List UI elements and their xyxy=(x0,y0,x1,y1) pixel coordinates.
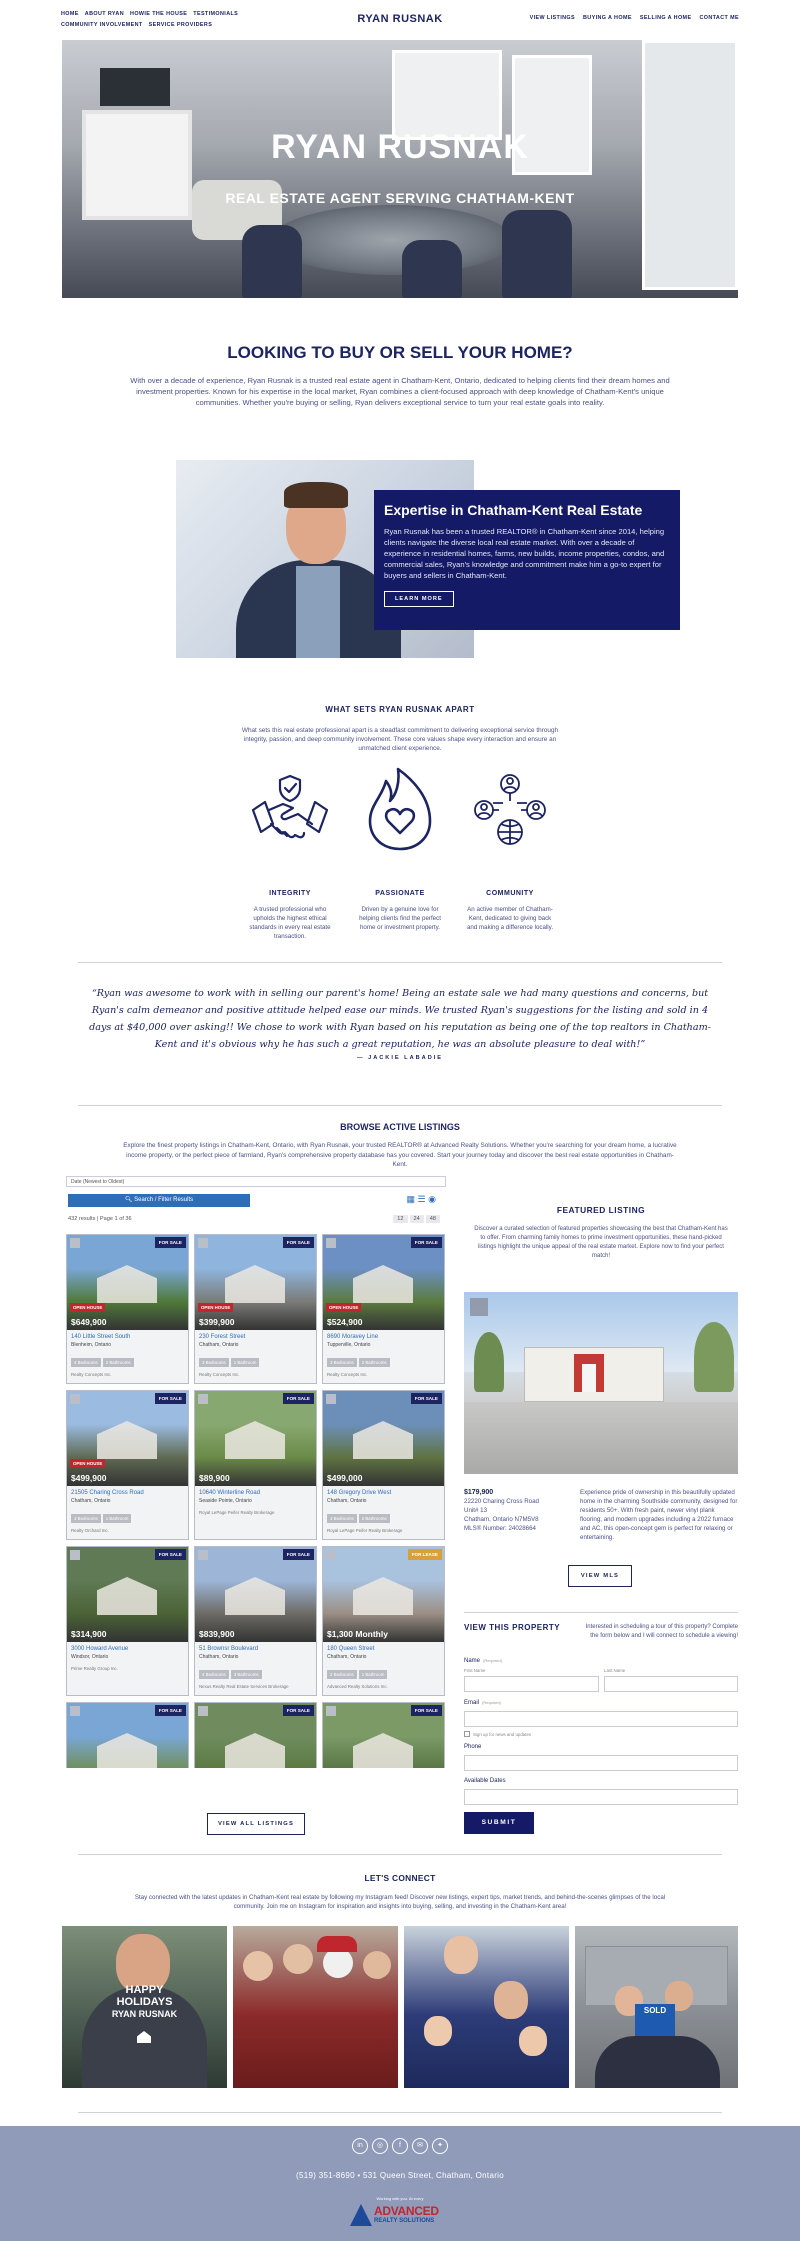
view-mls-button[interactable]: VIEW MLS xyxy=(568,1565,632,1587)
brand-line2: REALTY SOLUTIONS xyxy=(374,2218,435,2224)
nav-home[interactable]: HOME xyxy=(61,11,79,17)
open-house-badge: OPEN HOUSE xyxy=(70,1459,105,1468)
listing-house xyxy=(97,1265,157,1303)
signup-checkbox[interactable] xyxy=(464,1731,470,1737)
intro-text: With over a decade of experience, Ryan Rusnak is a trusted real estate agent in Chatham-Kent, Ontario, dedicated to helping clients find their dream homes and investment properties. Known for his expertise in the local market, Ryan combines a client-focused approach with deep knowledge of Chatham-Kent's unique communities. Whether you're buying or selling, Ryan delivers exceptional service to turn your real estate goals into reality. xyxy=(130,376,670,407)
divider xyxy=(78,1854,722,1855)
listing-card[interactable] xyxy=(194,1702,317,1768)
listing-photo[interactable] xyxy=(67,1703,188,1768)
listing-house xyxy=(353,1733,413,1768)
status-badge: FOR SALE xyxy=(411,1237,442,1248)
site-logo[interactable]: RYAN RUSNAK xyxy=(357,13,443,25)
listing-address[interactable]: 3000 Howard Avenue xyxy=(71,1646,129,1652)
brokerage-logo-icon xyxy=(70,1706,80,1716)
email-input[interactable] xyxy=(464,1711,738,1727)
brokerage-logo-icon xyxy=(198,1238,208,1248)
browse-text: Explore the finest property listings in Chatham-Kent, Ontario, with Ryan Rusnak, your trusted REALTOR® at Advanced Realty Solutions. Whether you're searching for your dream home, a lucrative income property, or the perfect piece of farmland, Ryan's comprehensive property database has you covered. Start your journey today and discover the best real estate opportunities in Chatham-Kent. xyxy=(123,1142,677,1168)
open-house-badge: OPEN HOUSE xyxy=(198,1303,233,1312)
open-house-badge: OPEN HOUSE xyxy=(70,1303,105,1312)
listing-photo[interactable] xyxy=(323,1703,444,1768)
open-house-badge: OPEN HOUSE xyxy=(326,1303,361,1312)
sold-sign: SOLD xyxy=(635,2004,675,2038)
listing-broker: Realty Concepts Inc. xyxy=(199,1372,240,1377)
post-person-head xyxy=(283,1944,313,1974)
connect-text: Stay connected with the latest updates in Chatham-Kent real estate by following my Instagram feed! Discover new listings, expert tips, market trends, and behind-the-scenes glimpses of the local community. Join me on Instagram for inspiration and insights into buying, selling, and investing in the Chatham-Kent area! xyxy=(134,1894,666,1910)
featured-address1: 22220 Charing Cross Road xyxy=(464,1498,539,1505)
listing-city: Chatham, Ontario xyxy=(199,1342,239,1348)
submit-button[interactable]: SUBMIT xyxy=(464,1812,534,1834)
listing-card[interactable] xyxy=(194,1390,317,1540)
status-badge: FOR SALE xyxy=(155,1237,186,1248)
listing-address[interactable]: 140 Little Street South xyxy=(71,1334,131,1340)
listing-city: Chatham, Ontario xyxy=(199,1654,239,1660)
listing-house xyxy=(97,1421,157,1459)
email-label-text: Email xyxy=(464,1700,480,1706)
social-links xyxy=(0,2134,800,2154)
instagram-icon[interactable]: ◎ xyxy=(372,2138,388,2154)
listing-city: Windsor, Ontario xyxy=(71,1654,109,1660)
top-navigation xyxy=(0,0,800,40)
instagram-post[interactable] xyxy=(62,1926,227,2088)
expertise-text: Ryan Rusnak has been a trusted REALTOR® in Chatham-Kent since 2014, helping clients navigate the diverse local real estate market. With over a decade of experience in residential homes, farms, new builds, income properties, condos, and commercial sales, Ryan's knowledge and commitment make him a go-to expert for buyers and sellers in Chatham-Kent. xyxy=(384,527,665,580)
listing-price: $499,900 xyxy=(71,1473,107,1483)
feature-chip: 3 Bedrooms xyxy=(327,1358,357,1367)
value-title-integrity: INTEGRITY xyxy=(269,890,311,897)
connect-title: LET'S CONNECT xyxy=(364,1873,436,1883)
feature-chip: 2 Bathrooms xyxy=(103,1358,134,1367)
learn-more-button[interactable]: LEARN MORE xyxy=(384,591,454,607)
brokerage-logo-icon xyxy=(326,1394,336,1404)
list-view-icon[interactable]: ☰ xyxy=(417,1194,426,1204)
email-label xyxy=(464,1700,501,1706)
nav-view-listings[interactable]: VIEW LISTINGS xyxy=(529,15,575,21)
featured-info xyxy=(464,1488,584,1533)
value-title-community: COMMUNITY xyxy=(486,890,534,897)
feature-chip: 2 Bathrooms xyxy=(359,1514,390,1523)
listing-price: $499,000 xyxy=(327,1473,363,1483)
featured-description: Experience pride of ownership in this beautifully updated home in the charming Southside community, designed for residents 50+. With fresh paint, newer vinyl plank flooring, and modern upgrades including a 2022 furnace and AC, this open-concept gem is perfect for relaxing or entertaining. xyxy=(580,1489,738,1541)
feature-chip: 1 Bathroom xyxy=(103,1514,132,1523)
community-globe-icon xyxy=(455,765,565,855)
listing-city: Seaside Pointe, Ontario xyxy=(199,1498,252,1504)
listing-broker: Advanced Realty Solutions Inc. xyxy=(327,1684,388,1689)
hero-chair xyxy=(242,225,302,298)
value-title-passionate: PASSIONATE xyxy=(375,890,425,897)
facebook-icon[interactable]: f xyxy=(392,2138,408,2154)
hero-tv xyxy=(100,68,170,106)
listing-photo[interactable] xyxy=(323,1391,444,1486)
brokerage-logo-icon xyxy=(198,1550,208,1560)
last-name-sublabel: Last Name xyxy=(604,1668,626,1673)
post-person-head xyxy=(444,1936,478,1974)
dates-label: Available Dates xyxy=(464,1778,506,1784)
listing-card[interactable] xyxy=(194,1546,317,1696)
search-filter-label: Search / Filter Results xyxy=(134,1197,194,1203)
nav-service-providers[interactable]: SERVICE PROVIDERS xyxy=(148,22,213,28)
status-badge: FOR SALE xyxy=(283,1237,314,1248)
required-note: (Required) xyxy=(483,1658,502,1663)
value-text-integrity: A trusted professional who upholds the highest ethical standards in every real estate transaction. xyxy=(249,906,331,940)
listing-city: Blenheim, Ontario xyxy=(71,1342,112,1348)
listing-photo[interactable] xyxy=(67,1547,188,1642)
listing-card[interactable] xyxy=(194,1234,317,1384)
nav-testimonials[interactable]: TESTIMONIALS xyxy=(193,11,239,17)
first-name-sublabel: First Name xyxy=(464,1668,486,1673)
nav-right-menu xyxy=(522,15,739,21)
per-page-selector xyxy=(391,1215,440,1223)
featured-address3: Chatham, Ontario N7M5V8 xyxy=(464,1516,539,1523)
instagram-post[interactable] xyxy=(404,1926,569,2088)
listing-card[interactable] xyxy=(322,1546,445,1696)
featured-tree xyxy=(694,1322,734,1392)
brand-tagline: Working with you. At every xyxy=(376,2196,424,2201)
listing-card[interactable] xyxy=(322,1390,445,1540)
brokerage-logo-icon xyxy=(326,1238,336,1248)
listing-photo[interactable] xyxy=(195,1235,316,1330)
last-name-input[interactable] xyxy=(604,1676,738,1692)
brokerage-logo-icon xyxy=(326,1706,336,1716)
brokerage-logo-icon xyxy=(70,1550,80,1560)
feature-chip: 3 Bedrooms xyxy=(199,1358,229,1367)
search-filter-button[interactable] xyxy=(68,1194,250,1207)
listing-photo[interactable] xyxy=(323,1235,444,1330)
listing-address[interactable]: 148 Gregory Drive West xyxy=(327,1490,392,1496)
listing-price: $399,900 xyxy=(199,1317,235,1327)
brokerage-logo-icon xyxy=(326,1550,336,1560)
status-badge: FOR SALE xyxy=(283,1393,314,1404)
heart-flame-icon xyxy=(345,765,455,855)
results-count: 432 results | Page 1 of 36 xyxy=(68,1216,132,1222)
listing-card[interactable] xyxy=(322,1234,445,1384)
brokerage-logo-icon xyxy=(70,1238,80,1248)
nav-about-ryan[interactable]: ABOUT RYAN xyxy=(84,11,125,17)
listing-card[interactable] xyxy=(66,1702,189,1768)
post-house xyxy=(585,1946,728,2006)
holiday-line1: HAPPY xyxy=(125,1984,164,1996)
testimonial-author: — JACKIE LABADIE xyxy=(356,1055,444,1061)
featured-price: $179,900 xyxy=(464,1489,494,1496)
view-toggle xyxy=(407,1194,436,1205)
required-note: (Required) xyxy=(482,1700,501,1705)
listing-broker: Realty Concepts Inc. xyxy=(71,1372,112,1377)
listing-city: Chatham, Ontario xyxy=(327,1498,367,1504)
santa-hat xyxy=(317,1936,357,1952)
listing-house xyxy=(225,1733,285,1768)
brokerage-logo-icon xyxy=(198,1394,208,1404)
listing-broker: Royal LePage Peifer Realty Brokerage xyxy=(199,1510,275,1515)
listing-card[interactable] xyxy=(322,1702,445,1768)
featured-title: FEATURED LISTING xyxy=(556,1205,646,1215)
sort-select[interactable]: Date (Newest to Oldest) xyxy=(66,1176,446,1187)
listing-broker: Realty Orchard Inc. xyxy=(71,1528,109,1533)
apart-text: What sets this real estate professional apart is a steadfast commitment to delivering exceptional service through integrity, passion, and deep community involvement. These core values shape every interaction and ensure an unmatched client experience. xyxy=(241,727,559,752)
advanced-realty-logo[interactable] xyxy=(348,2196,452,2228)
listing-city: Tupperville, Ontario xyxy=(327,1342,371,1348)
feature-chip: 3 Bedrooms xyxy=(327,1514,357,1523)
per-page-option[interactable]: 12 xyxy=(393,1215,407,1223)
listing-features xyxy=(67,1348,188,1369)
listing-card[interactable] xyxy=(66,1390,189,1540)
listing-photo[interactable] xyxy=(195,1703,316,1768)
listing-price: $314,900 xyxy=(71,1629,107,1639)
feature-chip: 4 Bedrooms xyxy=(199,1670,229,1679)
listing-address[interactable]: 10640 Winterline Road xyxy=(199,1490,261,1496)
hero-title: RYAN RUSNAK xyxy=(271,128,529,166)
listing-features xyxy=(323,1504,444,1525)
santa-beard xyxy=(323,1948,353,1978)
map-view-icon[interactable]: ◉ xyxy=(428,1194,436,1204)
listing-address[interactable]: 230 Forest Street xyxy=(199,1334,246,1340)
listing-price: $649,900 xyxy=(71,1317,107,1327)
listing-house xyxy=(97,1577,157,1615)
listing-house xyxy=(353,1577,413,1615)
holiday-text xyxy=(62,1984,227,2020)
instagram-post[interactable] xyxy=(233,1926,398,2088)
value-text-community: An active member of Chatham-Kent, dedicated to giving back and making a difference locally. xyxy=(466,906,554,931)
status-badge: FOR SALE xyxy=(283,1705,314,1716)
featured-driveway xyxy=(464,1402,738,1474)
feature-chip: 2 Bathrooms xyxy=(359,1358,390,1367)
value-passionate xyxy=(345,765,455,932)
divider xyxy=(78,1105,722,1106)
twitter-icon[interactable]: ✦ xyxy=(432,2138,448,2154)
listing-price: $1,300 Monthly xyxy=(327,1629,388,1639)
listing-photo[interactable] xyxy=(195,1391,316,1486)
signup-label: Sign up for news and updates xyxy=(473,1732,532,1737)
listing-house xyxy=(225,1265,285,1303)
feature-chip: 1 Bathroom xyxy=(231,1358,260,1367)
feature-chip: 2 Bedrooms xyxy=(327,1670,357,1679)
status-badge: FOR SALE xyxy=(283,1549,314,1560)
status-badge: FOR LEASE xyxy=(408,1549,442,1560)
listing-price: $839,900 xyxy=(199,1629,235,1639)
listing-address[interactable]: 180 Queen Street xyxy=(327,1646,375,1652)
listing-address[interactable]: 21505 Charing Cross Road xyxy=(71,1490,144,1496)
view-property-title: VIEW THIS PROPERTY xyxy=(464,1623,561,1632)
value-integrity xyxy=(235,765,345,941)
featured-door xyxy=(582,1364,596,1392)
testimonial-quote: “Ryan was awesome to work with in selling our parent's home! Being an estate sale we had many questions and concerns, but Ryan's calm demeanor and positive attitude helped ease our minds. We trusted Ryan's suggestions for the listing and sold in 4 days at $40,000 over asking!! We chose to work with Ryan based on his reputation as being one of the top realtors in Chatham-Kent and it's obvious why he has such a great reputation, he was an absolute pleasure to deal with!” xyxy=(89,988,711,1050)
feature-chip: 3 Bathrooms xyxy=(231,1670,262,1679)
holiday-line2: HOLIDAYS xyxy=(116,1996,173,2008)
value-text-passionate: Driven by a genuine love for helping clients find the perfect home or investment property. xyxy=(359,906,441,931)
apart-title: WHAT SETS RYAN RUSNAK APART xyxy=(325,705,475,714)
nav-howie-the-house[interactable]: HOWIE THE HOUSE xyxy=(130,11,188,17)
listing-photo[interactable] xyxy=(323,1547,444,1642)
feature-chip: 1 Bathroom xyxy=(359,1670,388,1679)
listing-card[interactable] xyxy=(66,1234,189,1384)
feature-chip: 4 Bedrooms xyxy=(71,1358,101,1367)
nav-selling-a-home[interactable]: SELLING A HOME xyxy=(639,15,692,21)
listing-broker: Nexus Realty Real Estate Services Brokerage xyxy=(199,1684,289,1689)
name-label xyxy=(464,1658,502,1664)
browse-title: BROWSE ACTIVE LISTINGS xyxy=(340,1122,460,1132)
hero-subtitle: REAL ESTATE AGENT SERVING CHATHAM-KENT xyxy=(225,190,575,206)
brokerage-logo-icon xyxy=(198,1706,208,1716)
listing-house xyxy=(97,1733,157,1768)
grid-view-icon[interactable]: ▦ xyxy=(406,1194,416,1204)
listing-house xyxy=(353,1421,413,1459)
expertise-card xyxy=(374,490,680,630)
email-icon[interactable]: ✉ xyxy=(412,2138,428,2154)
listing-photo[interactable] xyxy=(195,1547,316,1642)
listing-features xyxy=(195,1660,316,1681)
roof-logo-icon xyxy=(350,2204,372,2226)
post-person-head xyxy=(243,1951,273,1981)
per-page-option[interactable]: 48 xyxy=(426,1215,440,1223)
portrait-hair xyxy=(284,482,348,508)
listing-broker: Royal LePage Peifer Realty Brokerage xyxy=(327,1528,403,1533)
listing-address[interactable]: 51 Brownsr Boulevard xyxy=(199,1646,259,1652)
first-name-input[interactable] xyxy=(464,1676,599,1692)
post-child-head xyxy=(424,2016,452,2046)
divider xyxy=(464,1612,738,1613)
nav-community-involvement[interactable]: COMMUNITY INVOLVEMENT xyxy=(61,22,143,28)
listing-features xyxy=(67,1504,188,1525)
featured-mls: MLS® Number: 24028664 xyxy=(464,1525,536,1532)
status-badge: FOR SALE xyxy=(411,1393,442,1404)
hero-chair xyxy=(402,240,462,298)
listing-features xyxy=(323,1348,444,1369)
intro-title: LOOKING TO BUY OR SELL YOUR HOME? xyxy=(227,343,573,362)
instagram-post[interactable] xyxy=(575,1926,738,2088)
view-property-text: Interested in scheduling a tour of this property? Complete the form below and I will connect to schedule a viewing! xyxy=(585,1624,738,1639)
featured-tree xyxy=(474,1332,504,1392)
name-label-text: Name xyxy=(464,1658,481,1664)
value-community xyxy=(455,765,565,932)
brokerage-logo-icon xyxy=(470,1298,488,1316)
listing-address[interactable]: 8690 Moravey Line xyxy=(327,1334,379,1340)
phone-input[interactable] xyxy=(464,1755,738,1771)
feature-chip: 3 Bedrooms xyxy=(71,1514,101,1523)
post-person-head xyxy=(494,1981,528,2019)
post-child-head xyxy=(519,2026,547,2056)
featured-address2: Unit# 13 xyxy=(464,1507,488,1514)
nav-contact-me[interactable]: CONTACT ME xyxy=(699,15,739,21)
footer-contact: (519) 351-8690 • 531 Queen Street, Chatham, Ontario xyxy=(296,2171,504,2180)
featured-text: Discover a curated selection of featured properties showcasing the best that Chatham-Kent has to offer. From charming family homes to prime investment opportunities, these hand-picked listings highlight the unique appeal of the real estate market. Explore now to find your perfect match! xyxy=(474,1226,728,1259)
listing-broker: Realty Concepts Inc. xyxy=(327,1372,368,1377)
view-all-listings-button[interactable]: VIEW ALL LISTINGS xyxy=(207,1813,305,1835)
status-badge: FOR SALE xyxy=(155,1705,186,1716)
handshake-icon xyxy=(235,765,345,855)
listing-price: $89,900 xyxy=(199,1473,230,1483)
per-page-option[interactable]: 24 xyxy=(410,1215,424,1223)
listing-card[interactable] xyxy=(66,1546,189,1696)
available-dates-input[interactable] xyxy=(464,1789,738,1805)
nav-buying-a-home[interactable]: BUYING A HOME xyxy=(583,15,632,21)
search-icon: 🔍︎ xyxy=(124,1197,135,1203)
post-person-body xyxy=(595,2036,720,2088)
divider xyxy=(78,2112,722,2113)
featured-image[interactable] xyxy=(464,1292,738,1474)
listing-features xyxy=(195,1348,316,1369)
listings-panel xyxy=(66,1176,446,1768)
brand-line1: ADVANCED xyxy=(374,2204,439,2218)
portrait-shirt xyxy=(296,566,340,658)
listing-house xyxy=(225,1577,285,1615)
hero-banner xyxy=(62,40,738,298)
hero-window xyxy=(392,50,502,140)
brokerage-logo-icon xyxy=(70,1394,80,1404)
linkedin-icon[interactable]: in xyxy=(352,2138,368,2154)
hero-chair xyxy=(502,210,572,298)
holiday-name: RYAN RUSNAK xyxy=(111,2009,178,2019)
featured-listing xyxy=(464,1205,738,1261)
listing-photo[interactable] xyxy=(67,1391,188,1486)
status-badge: FOR SALE xyxy=(411,1705,442,1716)
divider xyxy=(78,962,722,963)
listing-city: Chatham, Ontario xyxy=(327,1654,367,1660)
listing-photo[interactable] xyxy=(67,1235,188,1330)
phone-label: Phone xyxy=(464,1744,482,1750)
listing-city: Chatham, Ontario xyxy=(71,1498,111,1504)
footer xyxy=(0,2126,800,2241)
listing-house xyxy=(225,1421,285,1459)
hero-table xyxy=(272,205,512,275)
expertise-title: Expertise in Chatham-Kent Real Estate xyxy=(384,502,643,518)
status-badge: FOR SALE xyxy=(155,1549,186,1560)
listing-broker: Prime Realty Group Inc. xyxy=(71,1666,118,1671)
listing-features xyxy=(323,1660,444,1681)
status-badge: FOR SALE xyxy=(155,1393,186,1404)
listing-price: $524,900 xyxy=(327,1317,363,1327)
post-person-head xyxy=(363,1951,391,1979)
listing-house xyxy=(353,1265,413,1303)
